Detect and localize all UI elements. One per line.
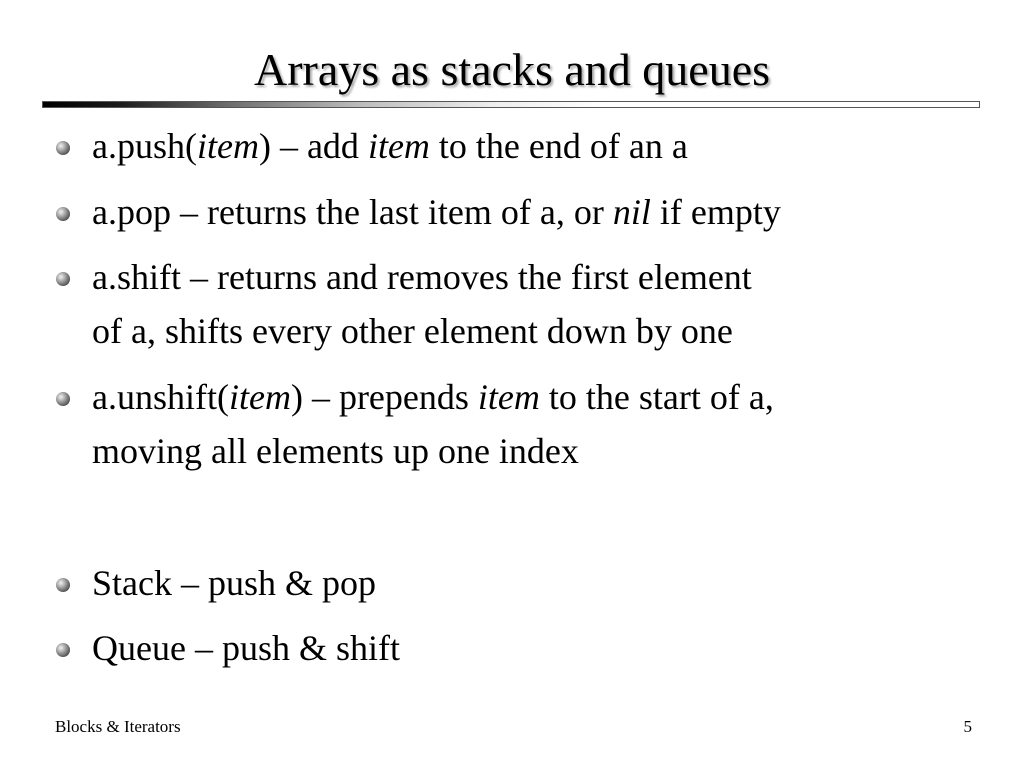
- bullet-dot-icon: [56, 207, 70, 221]
- bullet-item-unshift: [92, 370, 972, 478]
- italic-term: item: [367, 126, 430, 166]
- text-run: a.push(: [92, 126, 197, 166]
- text-run: if empty: [650, 192, 781, 232]
- bullet-item-stack: [92, 556, 972, 610]
- bullet-text: [92, 192, 781, 232]
- bullet-dot-icon: [56, 141, 70, 155]
- text-run: Queue – push & shift: [92, 628, 400, 668]
- bullet-text: [92, 257, 752, 351]
- bullet-item-push: [92, 119, 972, 173]
- italic-term: item: [477, 377, 540, 417]
- text-run: Stack – push & pop: [92, 563, 376, 603]
- text-run: a.shift – returns and removes the first element: [92, 257, 752, 297]
- text-run: to the start of a,: [539, 377, 774, 417]
- text-run: of a, shifts every other element down by one: [92, 311, 733, 351]
- bullet-item-queue: [92, 621, 972, 675]
- bullet-dot-icon: [56, 272, 70, 286]
- text-run: a.pop – returns the last item of a, or: [92, 192, 613, 232]
- text-run: ) – prepends: [290, 377, 478, 417]
- text-run: a.unshift(: [92, 377, 229, 417]
- bullet-text: [92, 126, 688, 166]
- bullet-dot-icon: [56, 578, 70, 592]
- bullet-text: [92, 377, 774, 471]
- italic-term: nil: [612, 192, 651, 232]
- bullet-text: [92, 628, 400, 668]
- bullet-item-shift: [92, 250, 972, 358]
- bullet-dot-icon: [56, 643, 70, 657]
- text-run: ) – add: [258, 126, 368, 166]
- text-run: moving all elements up one index: [92, 431, 579, 471]
- bullet-dot-icon: [56, 392, 70, 406]
- slide-title: Arrays as stacks and queues: [253, 44, 771, 95]
- bullet-item-pop: [92, 185, 972, 239]
- footer-deck-title: Blocks & Iterators: [55, 717, 181, 736]
- italic-term: item: [228, 377, 291, 417]
- italic-term: item: [196, 126, 259, 166]
- text-run: to the end of an a: [429, 126, 688, 166]
- footer-page-number: 5: [963, 717, 972, 736]
- bullet-text: [92, 563, 376, 603]
